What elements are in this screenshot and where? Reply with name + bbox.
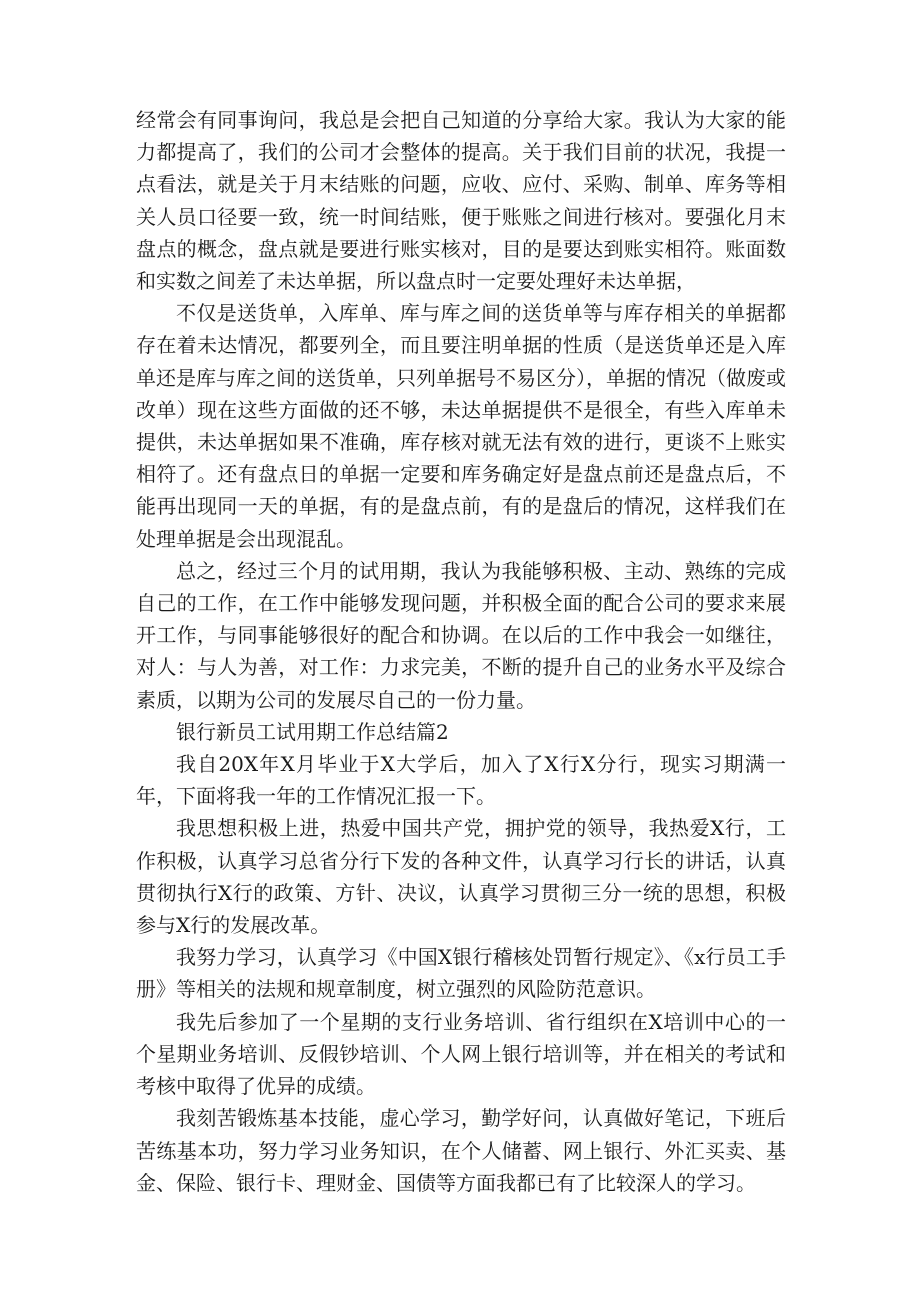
paragraph-5: 我思想积极上进，热爱中国共产党，拥护党的领导，我热爱X行，工作积极，认真学习总省分行下发的各种文件，认真学习行长的讲话，认真贯彻执行X行的政策、方针、决议，认真学习贯彻三分一统的思想，积极参与X行的发展改革。: [136, 816, 786, 938]
paragraph-3: 总之，经过三个月的试用期，我认为我能够积极、主动、熟练的完成自己的工作，在工作中能够发现问题，并积极全面的配合公司的要求来展开工作，与同事能够很好的配合和协调。在以后的工作中我会一如继往，对人：与人为善，对工作：力求完美，不断的提升自己的业务水平及综合素质，以期为公司的发展尽自己的一份力量。: [136, 558, 786, 712]
paragraph-1: 经常会有同事询问，我总是会把自己知道的分享给大家。我认为大家的能力都提高了，我们的公司才会整体的提高。关于我们目前的状况，我提一点看法，就是关于月末结账的问题，应收、应付、采购、制单、库务等相关人员口径要一致，统一时间结账，便于账账之间进行核对。要强化月末盘点的概念，盘点就是要进行账实核对，目的是要达到账实相符。账面数和实数之间差了未达单据，所以盘点时一定要处理好未达单据，: [136, 108, 786, 294]
paragraph-6: 我努力学习，认真学习《中国X银行稽核处罚暂行规定》、《x行员工手册》等相关的法规和规章制度，树立强烈的风险防范意识。: [136, 945, 786, 1002]
paragraph-2: 不仅是送货单，入库单、库与库之间的送货单等与库存相关的单据都存在着未达情况，都要列全，而且要注明单据的性质（是送货单还是入库单还是库与库之间的送货单，只列单据号不易区分），单据的情况（做废或改单）现在这些方面做的还不够，未达单据提供不是很全，有些入库单未提供，未达单据如果不准确，库存核对就无法有效的进行，更谈不上账实相符了。还有盘点日的单据一定要和库务确定好是盘点前还是盘点后，不能再出现同一天的单据，有的是盘点前，有的是盘后的情况，这样我们在处理单据是会出现混乱。: [136, 301, 786, 551]
section-heading: 银行新员工试用期工作总结篇2: [176, 719, 449, 744]
document-body: [136, 104, 786, 1199]
paragraph-7: 我先后参加了一个星期的支行业务培训、省行组织在X培训中心的一个星期业务培训、反假钞培训、个人网上银行培训等，并在相关的考试和考核中取得了优异的成绩。: [136, 1009, 786, 1099]
paragraph-8: 我刻苦锻炼基本技能，虚心学习，勤学好问，认真做好笔记，下班后苦练基本功，努力学习业务知识，在个人储蓄、网上银行、外汇买卖、基金、保险、银行卡、理财金、国债等方面我都已有了比较深人的学习。: [136, 1106, 786, 1195]
paragraph-4: 我自20X年X月毕业于X大学后，加入了X行X分行，现实习期满一年，下面将我一年的工作情况汇报一下。: [136, 752, 786, 809]
